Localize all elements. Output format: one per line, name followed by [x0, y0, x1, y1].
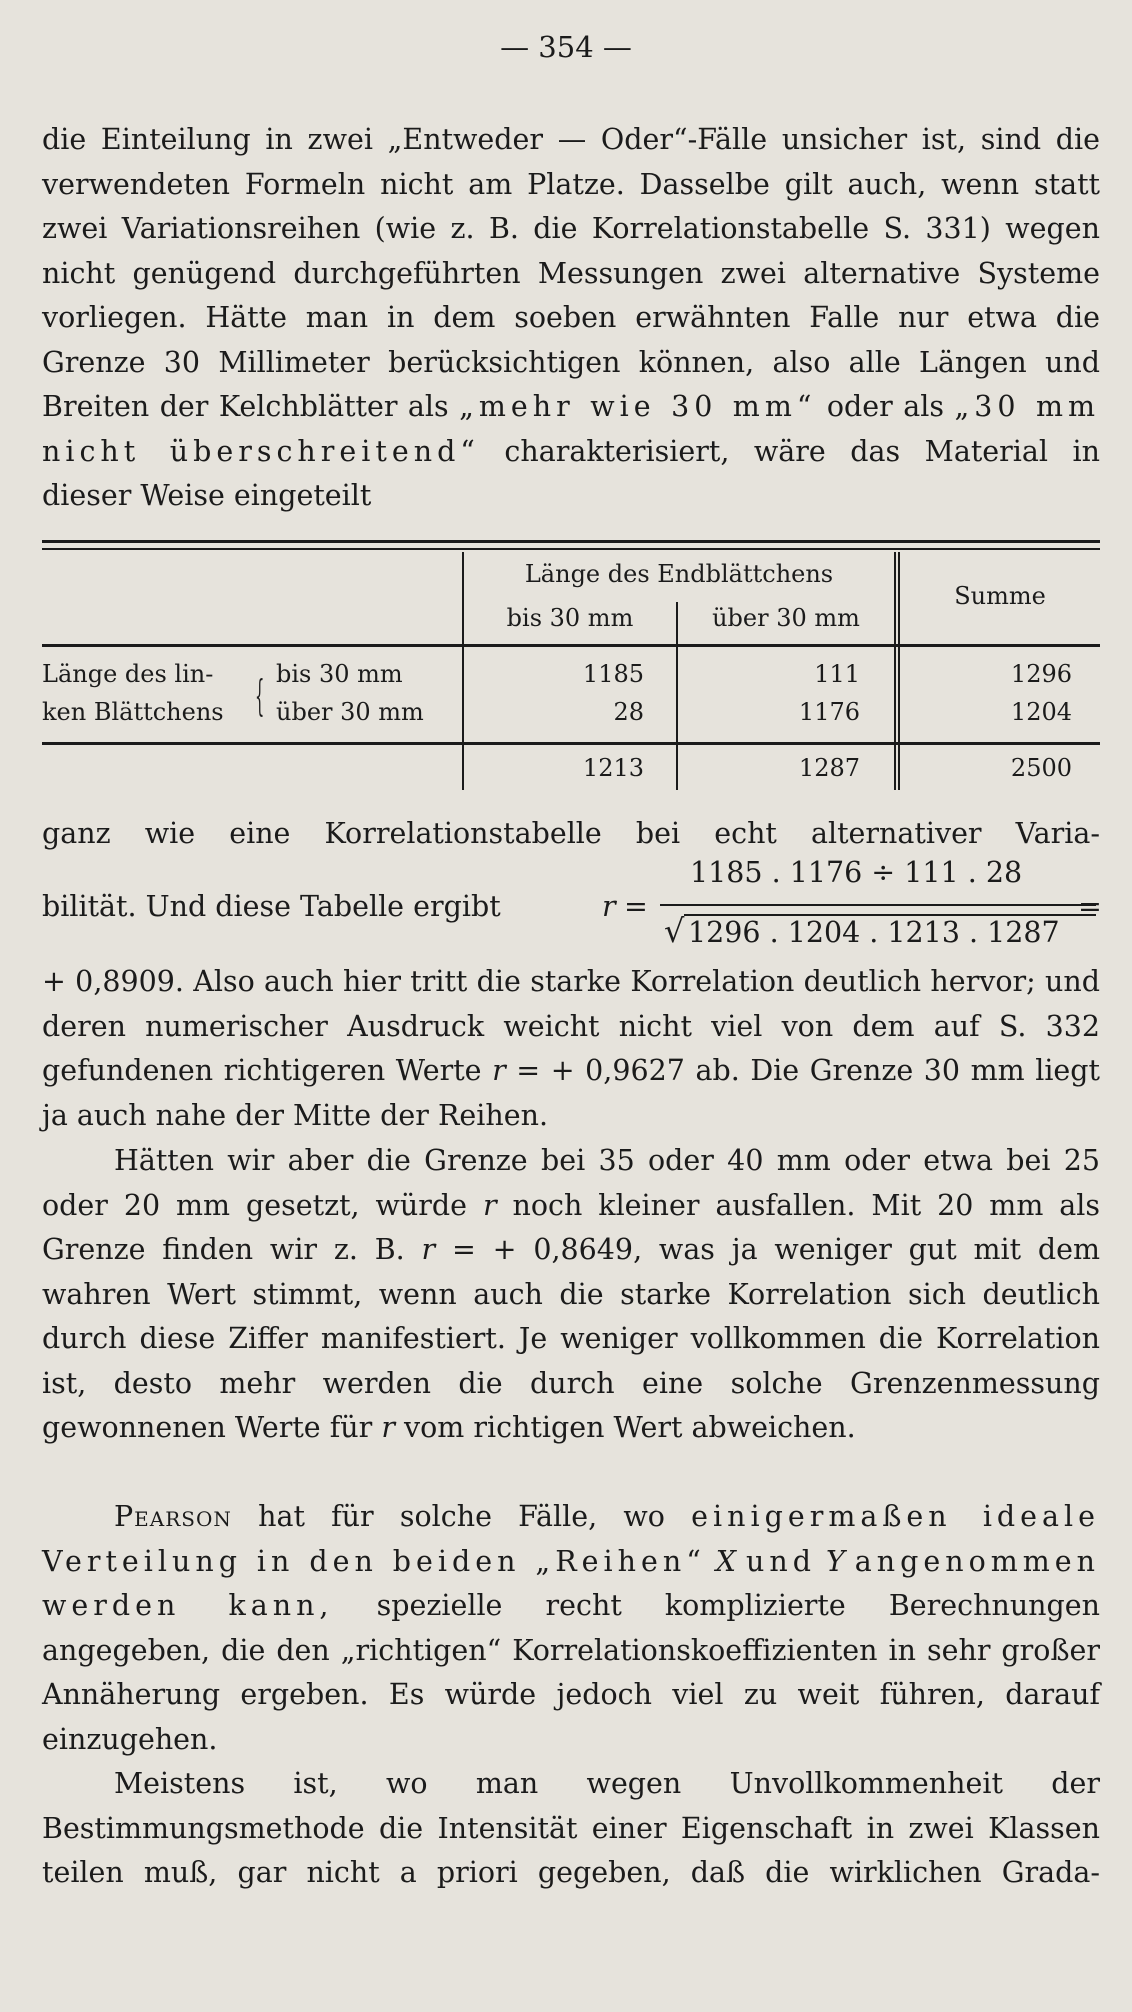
limits-r-1: r: [482, 1188, 497, 1222]
col-header-summe: Summe: [954, 582, 1046, 610]
col-header-ueber-30: über 30 mm: [712, 604, 860, 632]
total-c1: 1213: [582, 754, 644, 782]
pearson-text-2: spezielle recht komplizierte Berechnungen angegeben, die den „richtigen“ Korrelationskoeffizienten in sehr großer Annäherung ergeben. Es würde jedoch viel zu weit führen, darauf einzugehen.: [42, 1589, 1100, 1756]
table-rule-top-inner: [42, 548, 1100, 550]
cell-r1-c2: 111: [814, 660, 860, 688]
author-pearson: Pearson: [114, 1500, 232, 1533]
page-number: — 354 —: [500, 30, 632, 64]
pearson-text-1: hat für solche Fälle, wo: [258, 1500, 665, 1533]
cell-r1-c1: 1185: [582, 660, 644, 688]
meistens-text: Meistens ist, wo man wegen Unvollkommenheit der Bestimmungsmethode die Intensität einer Eigenschaft in zwei Klassen teilen muß, gar nicht a priori gegeben, daß die wirklichen Grada-: [42, 1767, 1100, 1889]
pearson-var-y: Y: [825, 1544, 845, 1578]
row-group-label-1: Länge des lin-: [42, 660, 214, 688]
formula-r: r: [602, 890, 616, 923]
table-rule-totals: [42, 742, 1100, 745]
intro-text-end: charakterisiert, wäre das Material in dieser Weise eingeteilt: [42, 434, 1100, 512]
limits-text-1: Hätten wir aber die Grenze bei 35 oder 40 mm oder etwa bei 25 oder 20 mm gesetzt, würde: [42, 1144, 1100, 1222]
intro-text-mid: oder als: [826, 390, 944, 423]
total-c2: 1287: [798, 754, 860, 782]
formula-denominator: 1296 . 1204 . 1213 . 1287: [688, 916, 1060, 949]
correlation-formula: [42, 856, 1100, 956]
limits-text-3: = + 0,8649, was ja weniger gut mit dem wahren Wert stimmt, wenn auch die starke Korrelation sich deutlich durch diese Ziffer manifestiert. Je weniger vollkommen die Korrelation ist, desto mehr werden die durch eine solche Grenzenmessung gewonnenen Werte für: [42, 1233, 1101, 1444]
cell-r2-c1: 28: [613, 698, 644, 726]
row-label-bis-30: bis 30 mm: [276, 660, 403, 688]
formula-root-sign: √: [664, 912, 685, 950]
row-group-brace: {: [255, 671, 265, 720]
formula-fraction-bar: [660, 904, 1096, 906]
pearson-var-x: X: [715, 1544, 737, 1578]
col-group-header: Länge des Endblättchens: [524, 560, 834, 588]
formula-eq: =: [624, 890, 648, 923]
paragraph-result: [42, 960, 1100, 1138]
intro-text: die Einteilung in zwei „Entweder — Oder“-Fälle unsicher ist, sind die verwendeten Formeln nicht am Platze. Dasselbe gilt auch, wenn statt zwei Variationsreihen (wie z. B. die Korrelationstabelle S. 331) wegen nicht genügend durchgeführten Messungen zwei alternative Systeme vorliegen. Hätte man in dem soeben erwähnten Falle nur etwa die Grenze 30 Millimeter berücksichtigen können, also alle Längen und Breiten der Kelchblätter als: [42, 123, 1100, 423]
formula-lead: bilität. Und diese Tabelle ergibt: [42, 890, 501, 923]
limits-r-2: r: [421, 1233, 436, 1266]
result-text-end: = + 0,9627 ab. Die Grenze 30 mm liegt ja auch nahe der Mitte der Reihen.: [42, 1054, 1100, 1132]
limits-text-4: vom richtigen Wert abweichen.: [404, 1411, 856, 1444]
row-group-label-2: ken Blättchens: [42, 698, 224, 726]
spaced-phrase-mehr-wie: „mehr wie 30 mm“: [459, 390, 817, 423]
correlation-table: [42, 540, 1100, 790]
pearson-spaced-2: angenommen werden kann,: [42, 1544, 1101, 1622]
table-rule-top: [42, 540, 1100, 543]
formula-tail-eq: =: [1078, 890, 1102, 923]
cell-r2-c2: 1176: [798, 698, 860, 726]
total-sum: 2500: [1010, 754, 1072, 782]
col-header-bis-30: bis 30 mm: [506, 604, 634, 632]
cell-r1-sum: 1296: [1010, 660, 1072, 688]
table-vline-3a: [894, 552, 896, 790]
table-rule-header: [42, 644, 1100, 647]
limits-r-3: r: [381, 1411, 395, 1444]
result-r: r: [492, 1054, 506, 1087]
paragraph-meistens: [42, 1762, 1100, 1896]
formula-intro-line: [42, 812, 1100, 857]
pearson-und: und: [746, 1544, 816, 1578]
pearson-spaced-1: einigermaßen ideale Verteilung in den beiden „Reihen“: [42, 1500, 1101, 1578]
result-text: + 0,8909. Also auch hier tritt die starke Korrelation deutlich hervor; und deren numerischer Ausdruck weicht nicht viel von dem auf S. 332 gefundenen richtigeren Werte: [42, 965, 1100, 1087]
paragraph-pearson: [42, 1495, 1100, 1762]
paragraph-limits: [42, 1139, 1100, 1451]
cell-r2-sum: 1204: [1010, 698, 1072, 726]
spaced-phrase-nicht-ueberschreitend: „30 mm nicht überschreitend“: [42, 390, 1100, 468]
limits-text-2: noch kleiner ausfallen. Mit 20 mm als Grenze finden wir z. B.: [42, 1188, 1101, 1266]
row-label-ueber-30: über 30 mm: [276, 698, 424, 726]
paragraph-intro: [42, 118, 1100, 519]
formula-numerator: 1185 . 1176 ÷ 111 . 28: [690, 856, 1023, 889]
formula-intro-text: ganz wie eine Korrelationstabelle bei echt alternativer Varia-: [42, 817, 1100, 850]
